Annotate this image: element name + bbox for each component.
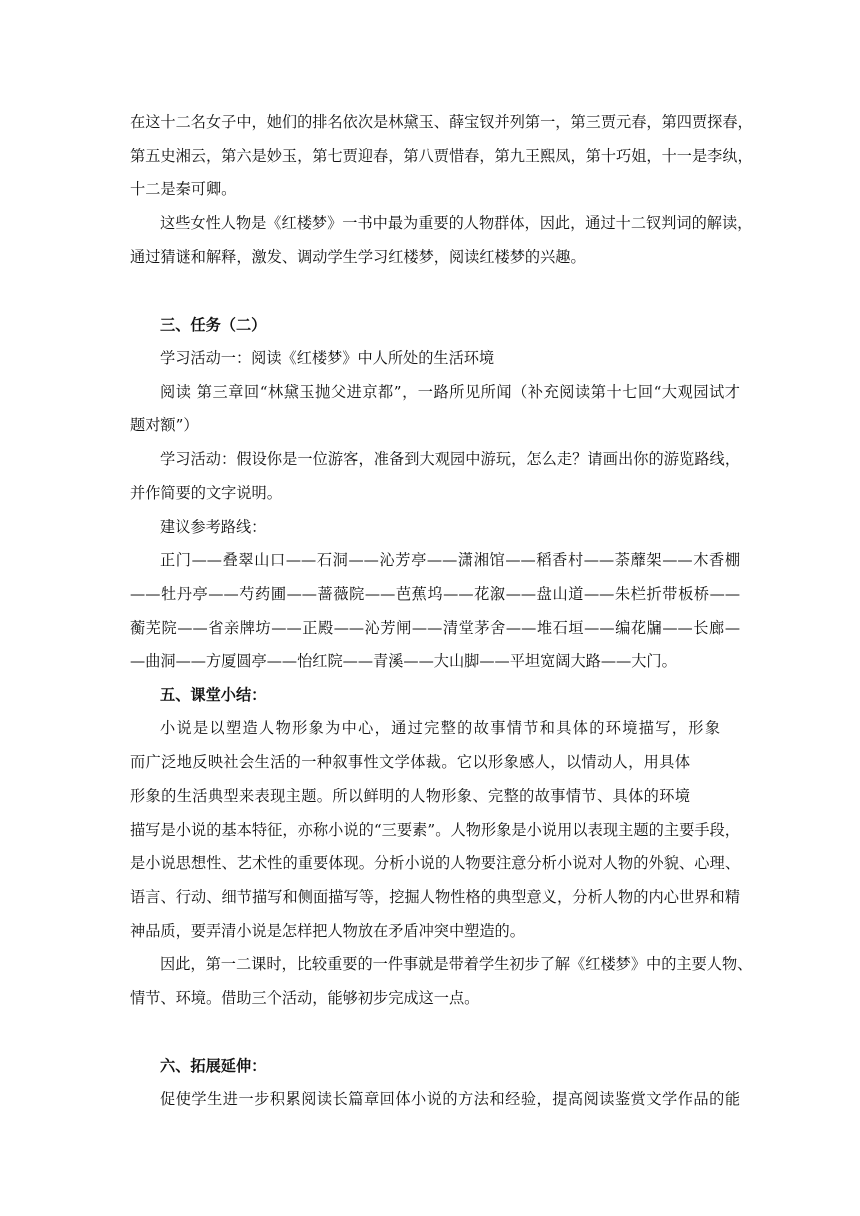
paragraph-line: 促使学生进一步积累阅读长篇章回体小说的方法和经验，提高阅读鉴赏文学作品的能 (160, 1090, 740, 1108)
route-line: 正门——叠翠山口——石洞——沁芳亭——潇湘馆——稻香村——荼蘼架——木香棚 (160, 551, 740, 569)
paragraph-line: 通过猜谜和解释，激发、调动学生学习红楼梦，阅读红楼梦的兴趣。 (130, 248, 586, 266)
section-heading-summary: 五、课堂小结： (160, 686, 267, 704)
paragraph-line: 阅读 第三章回“林黛玉抛父进京都”，一路所见所闻（补充阅读第十七回“大观园试才 (160, 383, 740, 401)
route-label: 建议参考路线： (160, 518, 267, 536)
route-line: —曲洞——方厦圆亭——怡红院——青溪——大山脚——平坦宽阔大路——大门。 (130, 652, 677, 670)
paragraph-line: 题对额”） (130, 416, 199, 434)
section-heading-extension: 六、拓展延伸： (160, 1057, 267, 1075)
paragraph-line: 这些女性人物是《红楼梦》一书中最为重要的人物群体，因此，通过十二钗判词的解读， (160, 214, 753, 232)
paragraph-line: 十二是秦可卿。 (130, 180, 237, 198)
section-heading-task-2: 三、任务（二） (160, 316, 267, 334)
paragraph-line: 神品质，要弄清小说是怎样把人物放在矛盾冲突中塑造的。 (130, 922, 525, 940)
paragraph-line: 语言、行动、细节描写和侧面描写等，挖掘人物性格的典型意义，分析人物的内心世界和精 (130, 888, 740, 906)
paragraph-line: 学习活动：假设你是一位游客，准备到大观园中游玩，怎么走？请画出你的游览路线， (160, 450, 740, 468)
paragraph-line: 形象的生活典型来表现主题。所以鲜明的人物形象、完整的故事情节、具体的环境 (130, 787, 690, 805)
paragraph-line: 第五史湘云，第六是妙玉，第七贾迎春，第八贾惜春，第九王熙凤，第十巧姐，十一是李纨， (130, 147, 753, 165)
paragraph-line: 是小说思想性、艺术性的重要体现。分析小说的人物要注意分析小说对人物的外貌、心理、 (130, 854, 740, 872)
paragraph-line: 并作简要的文字说明。 (130, 484, 282, 502)
route-line: ——牡丹亭——芍药圃——蔷薇院——芭蕉坞——花溆——盘山道——朱栏折带板桥—— (130, 585, 740, 603)
paragraph-line: 在这十二名女子中，她们的排名依次是林黛玉、薛宝钗并列第一，第三贾元春，第四贾探春， (130, 113, 753, 131)
route-line: 蘅芜院——省亲牌坊——正殿——沁芳闸——清堂茅舍——堆石垣——编花牖——长廊— (130, 619, 740, 637)
paragraph-line: 情节、环境。借助三个活动，能够初步完成这一点。 (130, 989, 480, 1007)
activity-title: 学习活动一：阅读《红楼梦》中人所处的生活环境 (160, 349, 495, 367)
paragraph-line: 因此，第一二课时，比较重要的一件事就是带着学生初步了解《红楼梦》中的主要人物、 (160, 955, 753, 973)
paragraph-line: 而广泛地反映社会生活的一种叙事性文学体裁。它以形象感人，以情动人，用具体 (130, 753, 690, 771)
paragraph-line: 描写是小说的基本特征，亦称小说的“三要素”。人物形象是小说用以表现主题的主要手段， (130, 821, 740, 839)
paragraph-line: 小说是以塑造人物形象为中心，通过完整的故事情节和具体的环境描写，形象 (160, 719, 720, 737)
